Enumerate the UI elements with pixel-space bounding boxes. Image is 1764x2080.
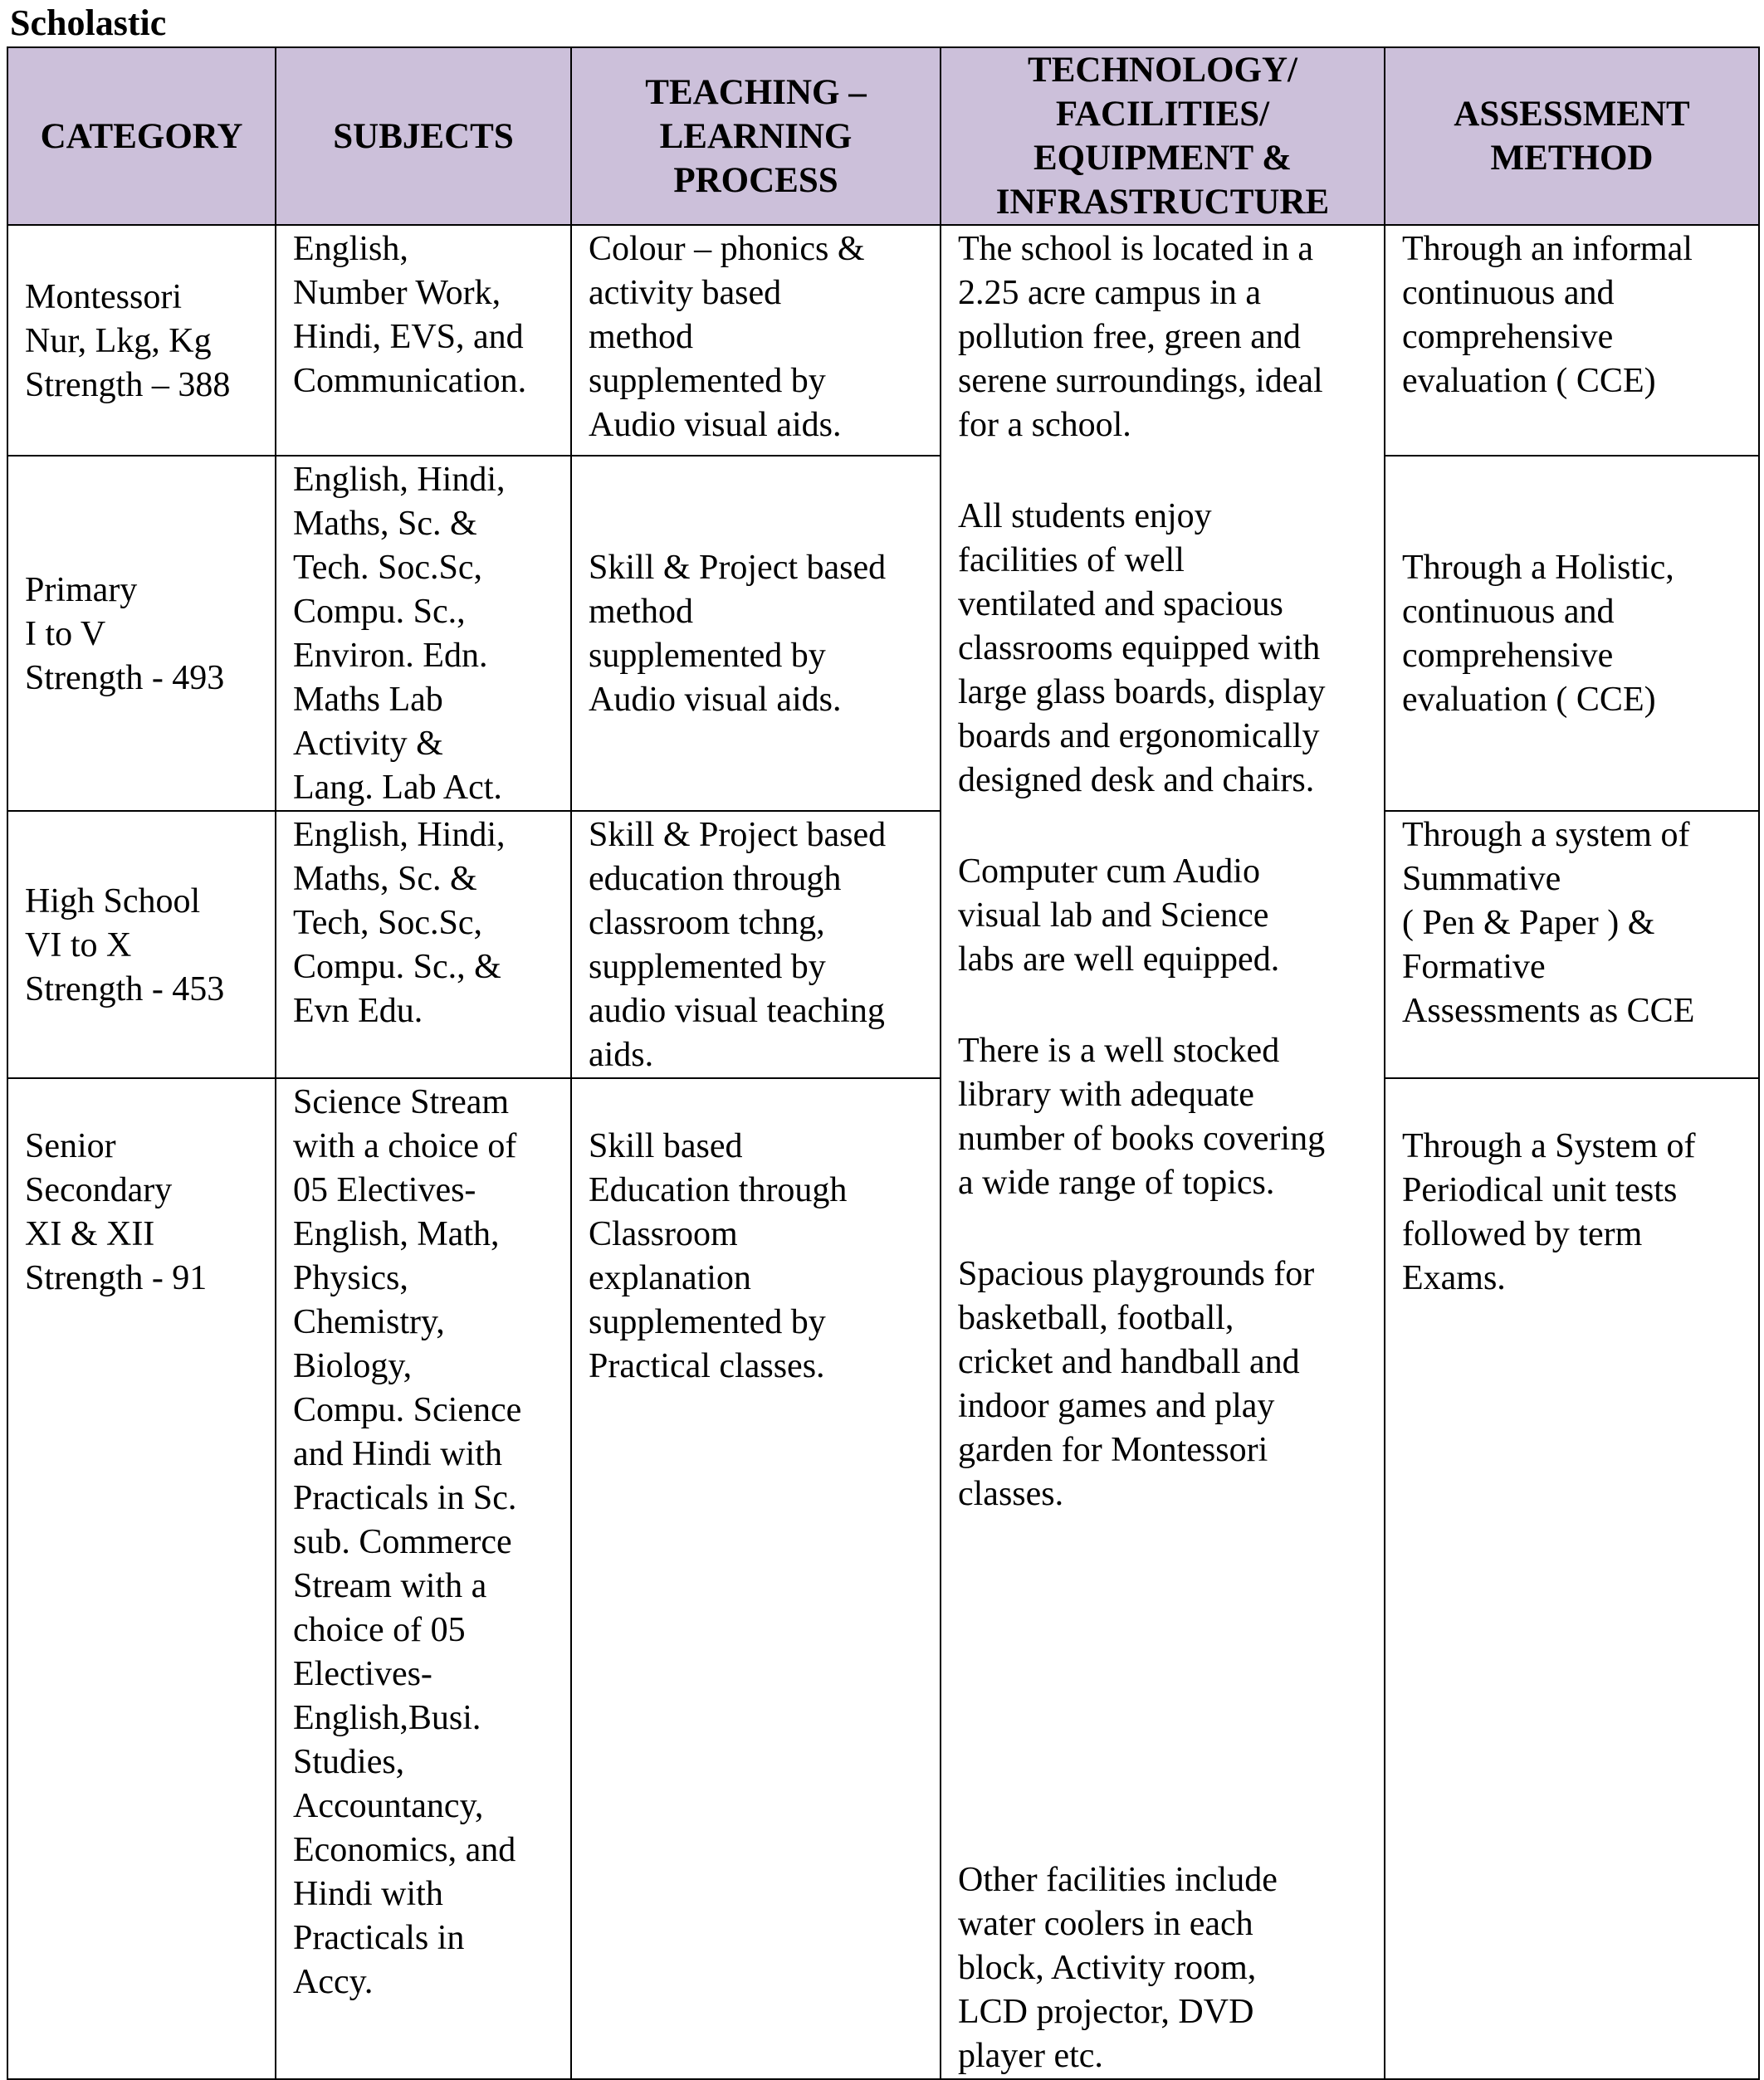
header-category: [7, 47, 276, 225]
text-line: Number Work,: [293, 274, 501, 312]
text-line: classroom tchng,: [589, 904, 825, 942]
text-line: I to V: [25, 614, 106, 653]
header-assessment-method: [1385, 47, 1759, 225]
text-line: classrooms equipped with: [958, 629, 1321, 667]
text-line: Strength - 453: [25, 969, 225, 1008]
text-line: audio visual teaching: [589, 992, 885, 1030]
text-line: Periodical unit tests: [1402, 1171, 1678, 1209]
text-line: water coolers in each: [958, 1905, 1253, 1943]
header-technology-facilities: [941, 47, 1385, 225]
facility-paragraph-campus: [958, 227, 1376, 447]
text-line: Strength – 388: [25, 365, 231, 404]
text-line: English, Hindi,: [293, 461, 506, 499]
teaching-cell: [571, 811, 941, 1078]
text-line: Strength - 91: [25, 1259, 208, 1297]
text-line: Compu. Sc.,: [293, 593, 466, 631]
text-line: comprehensive: [1402, 637, 1614, 675]
text-line: Practicals in: [293, 1919, 465, 1957]
text-line: indoor games and play: [958, 1387, 1275, 1425]
text-line: Evn Edu.: [293, 992, 423, 1030]
text-line: 05 Electives-: [293, 1171, 476, 1209]
teaching-cell: [571, 456, 941, 811]
table-row-high-school: [7, 811, 1759, 1078]
text-line: Maths, Sc. &: [293, 505, 477, 543]
text-line: Compu. Sc., &: [293, 948, 501, 986]
category-cell: [7, 1078, 276, 2079]
text-line: player etc.: [958, 2037, 1103, 2075]
text-line: TECHNOLOGY/: [1028, 51, 1297, 90]
text-line: English,: [293, 230, 408, 268]
text-line: XI & XII: [25, 1215, 155, 1253]
text-line: FACILITIES/: [1055, 95, 1270, 134]
text-line: a wide range of topics.: [958, 1164, 1275, 1202]
text-line: Chemistry,: [293, 1303, 445, 1341]
text-line: activity based: [589, 274, 782, 312]
text-line: supplemented by: [589, 637, 826, 675]
text-line: with a choice of: [293, 1127, 517, 1165]
text-line: Colour – phonics &: [589, 230, 865, 268]
text-line: LEARNING: [659, 116, 853, 156]
subjects-cell: [276, 225, 571, 456]
text-line: English, Hindi,: [293, 816, 506, 854]
text-line: choice of 05: [293, 1611, 466, 1649]
text-line: Skill & Project based: [589, 816, 887, 854]
text-line: Skill based: [589, 1127, 743, 1165]
text-line: Other facilities include: [958, 1861, 1278, 1899]
teaching-cell: [571, 1078, 941, 2079]
facility-paragraph-labs: [958, 850, 1376, 982]
text-line: classes.: [958, 1475, 1064, 1513]
text-line: Tech. Soc.Sc,: [293, 549, 483, 587]
assessment-cell: [1385, 456, 1759, 811]
text-line: There is a well stocked: [958, 1032, 1280, 1070]
text-line: Audio visual aids.: [589, 406, 842, 444]
text-line: supplemented by: [589, 1303, 826, 1341]
facility-paragraph-other: [958, 1858, 1376, 2078]
text-line: for a school.: [958, 406, 1131, 444]
text-line: continuous and: [1402, 274, 1615, 312]
text-line: English, Math,: [293, 1215, 500, 1253]
text-line: Economics, and: [293, 1831, 516, 1869]
assessment-cell: [1385, 1078, 1759, 2079]
text-line: Biology,: [293, 1347, 413, 1385]
text-line: labs are well equipped.: [958, 940, 1280, 979]
text-line: explanation: [589, 1259, 751, 1297]
text-line: Classroom: [589, 1215, 738, 1253]
text-line: boards and ergonomically: [958, 717, 1320, 755]
text-line: Audio visual aids.: [589, 681, 842, 719]
text-line: VI to X: [25, 925, 132, 964]
subjects-cell: [276, 811, 571, 1078]
text-line: PROCESS: [673, 160, 838, 200]
header-subjects: [276, 47, 571, 225]
text-line: Primary: [25, 570, 138, 609]
assessment-cell: [1385, 225, 1759, 456]
text-line: Montessori: [25, 277, 182, 316]
text-line: ( Pen & Paper ) &: [1402, 904, 1655, 942]
subjects-cell: [276, 456, 571, 811]
text-line: Computer cum Audio: [958, 852, 1260, 891]
text-line: Accy.: [293, 1963, 374, 2001]
header-teaching-learning-process: [571, 47, 941, 225]
text-line: continuous and: [1402, 593, 1615, 631]
text-line: garden for Montessori: [958, 1431, 1268, 1469]
text-line: block, Activity room,: [958, 1949, 1257, 1987]
text-line: Hindi, EVS, and: [293, 318, 524, 356]
table-row-senior-secondary: [7, 1078, 1759, 2079]
text-line: ASSESSMENT: [1454, 95, 1690, 134]
text-line: library with adequate: [958, 1076, 1254, 1114]
text-line: aids.: [589, 1036, 654, 1074]
text-line: and Hindi with: [293, 1435, 502, 1473]
category-cell: [7, 456, 276, 811]
technology-facilities-cell: [941, 225, 1385, 2079]
text-line: Spacious playgrounds for: [958, 1255, 1315, 1293]
text-line: Through an informal: [1402, 230, 1693, 268]
text-line: Assessments as CCE: [1402, 992, 1695, 1030]
text-line: evaluation ( CCE): [1402, 681, 1656, 719]
text-line: TEACHING –: [645, 72, 867, 112]
text-line: supplemented by: [589, 948, 826, 986]
text-line: Through a System of: [1402, 1127, 1696, 1165]
facility-paragraph-classrooms: [958, 495, 1376, 803]
text-line: Education through: [589, 1171, 848, 1209]
text-line: Nur, Lkg, Kg: [25, 321, 212, 360]
text-line: large glass boards, display: [958, 673, 1326, 711]
text-line: Formative: [1402, 948, 1546, 986]
text-line: cricket and handball and: [958, 1343, 1300, 1381]
text-line: Science Stream: [293, 1083, 510, 1121]
facility-paragraph-playgrounds: [958, 1252, 1376, 1516]
assessment-cell: [1385, 811, 1759, 1078]
text-line: CATEGORY: [40, 116, 243, 156]
text-line: supplemented by: [589, 362, 826, 400]
text-line: facilities of well: [958, 541, 1185, 579]
text-line: number of books covering: [958, 1120, 1326, 1158]
text-line: Strength - 493: [25, 658, 225, 697]
text-line: ventilated and spacious: [958, 585, 1283, 623]
text-line: Tech, Soc.Sc,: [293, 904, 483, 942]
text-line: Physics,: [293, 1259, 408, 1297]
header-row: [7, 47, 1759, 225]
text-line: designed desk and chairs.: [958, 761, 1315, 799]
text-line: Activity &: [293, 725, 443, 763]
text-line: METHOD: [1490, 139, 1654, 178]
text-line: Communication.: [293, 362, 527, 400]
scholastic-table: [7, 46, 1760, 2080]
text-line: followed by term: [1402, 1215, 1643, 1253]
text-line: All students enjoy: [958, 497, 1212, 535]
text-line: evaluation ( CCE): [1402, 362, 1656, 400]
category-cell: [7, 225, 276, 456]
text-line: Through a system of: [1402, 816, 1690, 854]
text-line: Studies,: [293, 1743, 405, 1781]
facility-paragraph-library: [958, 1029, 1376, 1205]
text-line: method: [589, 593, 693, 631]
text-line: SUBJECTS: [333, 116, 514, 156]
text-line: LCD projector, DVD: [958, 1993, 1254, 2031]
text-line: Hindi with: [293, 1875, 443, 1913]
text-line: pollution free, green and: [958, 318, 1301, 356]
text-line: Skill & Project based: [589, 549, 887, 587]
text-line: Practical classes.: [589, 1347, 825, 1385]
table-row-primary: [7, 456, 1759, 811]
page-heading: Scholastic: [10, 2, 167, 43]
subjects-cell: [276, 1078, 571, 2079]
text-line: method: [589, 318, 693, 356]
text-line: High School: [25, 881, 201, 920]
text-line: Maths Lab: [293, 681, 443, 719]
text-line: education through: [589, 860, 842, 898]
table-row-montessori: [7, 225, 1759, 456]
text-line: Maths, Sc. &: [293, 860, 477, 898]
text-line: Senior: [25, 1127, 116, 1165]
text-line: EQUIPMENT &: [1033, 139, 1292, 178]
text-line: serene surroundings, ideal: [958, 362, 1323, 400]
text-line: Environ. Edn.: [293, 637, 488, 675]
text-line: sub. Commerce: [293, 1523, 512, 1561]
text-line: comprehensive: [1402, 318, 1614, 356]
text-line: Stream with a: [293, 1567, 487, 1605]
text-line: Compu. Science: [293, 1391, 522, 1429]
text-line: Electives-: [293, 1655, 432, 1693]
text-line: The school is located in a: [958, 230, 1314, 268]
text-line: Practicals in Sc.: [293, 1479, 517, 1517]
text-line: Accountancy,: [293, 1787, 484, 1825]
teaching-cell: [571, 225, 941, 456]
text-line: Exams.: [1402, 1259, 1506, 1297]
text-line: INFRASTRUCTURE: [995, 183, 1330, 222]
text-line: English,Busi.: [293, 1699, 481, 1737]
text-line: Summative: [1402, 860, 1561, 898]
text-line: Lang. Lab Act.: [293, 769, 502, 807]
category-cell: [7, 811, 276, 1078]
text-line: Through a Holistic,: [1402, 549, 1674, 587]
text-line: visual lab and Science: [958, 896, 1269, 935]
text-line: basketball, football,: [958, 1299, 1234, 1337]
text-line: Secondary: [25, 1171, 173, 1209]
text-line: 2.25 acre campus in a: [958, 274, 1262, 312]
